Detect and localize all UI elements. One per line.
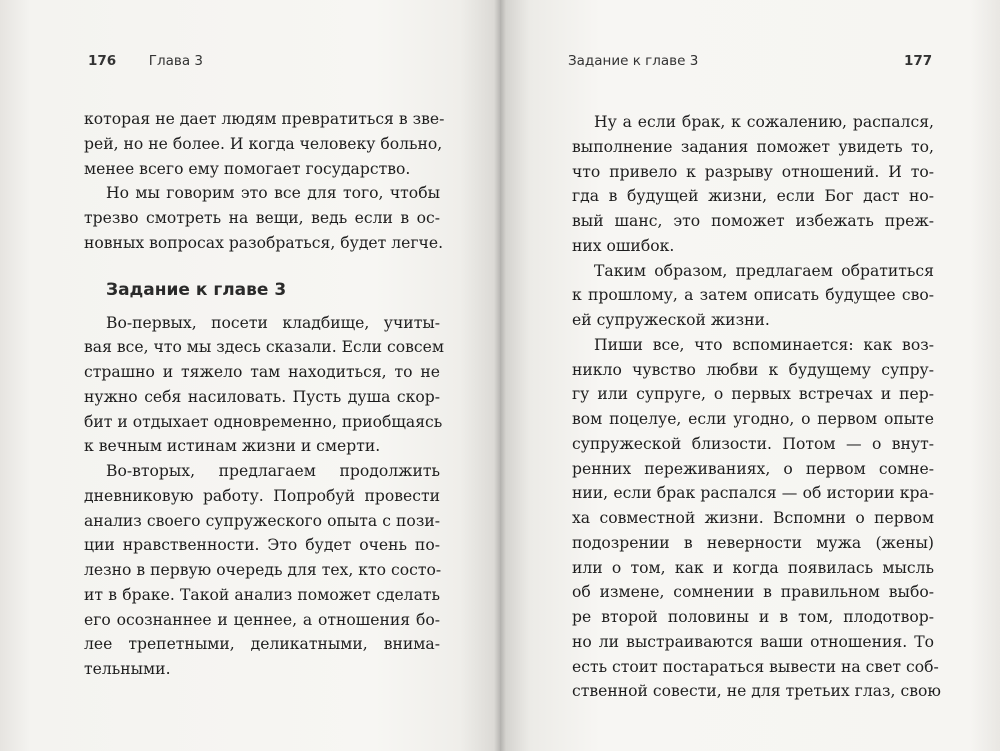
left-paragraph-3 [84,311,444,460]
text-line: вый шанс, это поможет избежать преж- [572,212,934,230]
text-line: выполнение задания поможет увидеть то, [572,137,934,156]
text-line: Но мы говорим это все для того, чтобы [106,184,440,203]
text-line: к вечным истинам жизни и смерти. [84,437,381,456]
text-line: дневниковую работу. Попробуй провести [84,486,440,505]
right-paragraph-1 [572,110,934,259]
left-paragraph-4 [84,459,440,682]
left-running-header [88,53,203,69]
book-gutter [494,0,506,751]
text-line: или о том, как и когда появилась мысль [572,558,934,577]
text-line: Пиши все, что вспоминается: как воз- [594,335,934,354]
left-running-head: Глава 3 [148,53,204,69]
text-line: гда в будущей жизни, если Бог даст но- [572,187,934,206]
text-line: страшно и тяжело там находиться, то не [84,363,440,381]
text-line: лее трепетными, деликатными, внима- [84,635,440,654]
text-line: никло чувство любви к будущему супру- [572,360,934,379]
text-line: его осознаннее и ценнее, а отношения бо- [84,610,440,629]
text-line: тельными. [84,660,171,678]
left-paragraph-1 [84,107,445,181]
text-line: есть стоит постараться вывести на свет соб- [572,657,939,676]
text-line: подозрении в неверности мужа (жены) [572,533,934,552]
right-page [500,0,1000,751]
text-line: них ошибок. [572,236,675,255]
text-line: нии, если брак распался — об истории кра- [572,484,934,503]
text-line: ха совместной жизни. Вспомни о первом [572,509,934,527]
right-paragraph-2 [572,259,934,333]
right-body-text [572,110,941,704]
text-line: трезво смотреть на вещи, ведь если в ос- [84,209,440,227]
text-line: вая все, что мы здесь сказали. Если совсем [84,338,444,357]
text-line: ре второй половины и в том, плодотвор- [572,608,934,626]
text-line: ит в браке. Такой анализ поможет сделать [84,585,440,604]
text-line: бит и отдыхает одновременно, приобщаясь [84,412,443,431]
text-line: ей супружеской жизни. [572,311,770,329]
text-line: ции нравственности. Это будет очень по- [84,536,440,555]
text-line: анализ своего супружеского опыта с пози- [84,511,440,530]
section-heading: Задание к главе 3 [106,279,287,300]
left-page-number: 176 [88,53,117,69]
text-line: Во-первых, посети кладбище, учиты- [106,313,440,332]
text-line: что привело к разрыву отношений. И то- [572,162,934,181]
text-line: Во-вторых, предлагаем продолжить [106,462,440,480]
right-paragraph-3 [572,333,941,704]
text-line: менее всего ему помогает государство. [84,159,411,178]
text-line: ственной совести, не для третьих глаз, свою [572,682,941,701]
text-line: Таким образом, предлагаем обратиться [594,261,934,280]
right-page-number: 177 [904,53,933,69]
left-body-text [84,107,445,682]
text-line: но ли выстраиваются ваши отношения. То [572,632,934,651]
text-line: рей, но не более. И когда человеку больно, [84,134,443,153]
text-line: ренних переживаниях, о первом сомне- [572,459,934,478]
text-line: вом поцелуе, если угодно, о первом опыте [572,410,934,428]
text-line: об измене, сомнении в правильном выбо- [572,583,934,602]
text-line: супружеской близости. Потом — о внут- [572,434,934,453]
text-line: лезно в первую очередь для тех, кто состо- [84,561,442,579]
text-line: новных вопросах разобраться, будет легче. [84,233,444,252]
text-line: к прошлому, а затем описать будущее сво- [572,286,934,305]
text-line: Ну а если брак, к сожалению, распался, [594,113,934,131]
text-line: гу или супруге, о первых встречах и пер- [572,385,934,404]
right-running-head: Задание к главе 3 [568,53,699,69]
text-line: нужно себя насиловать. Пусть душа скор- [84,387,440,406]
left-paragraph-2 [84,181,444,255]
text-line: которая не дает людям превратиться в зве- [84,110,445,128]
